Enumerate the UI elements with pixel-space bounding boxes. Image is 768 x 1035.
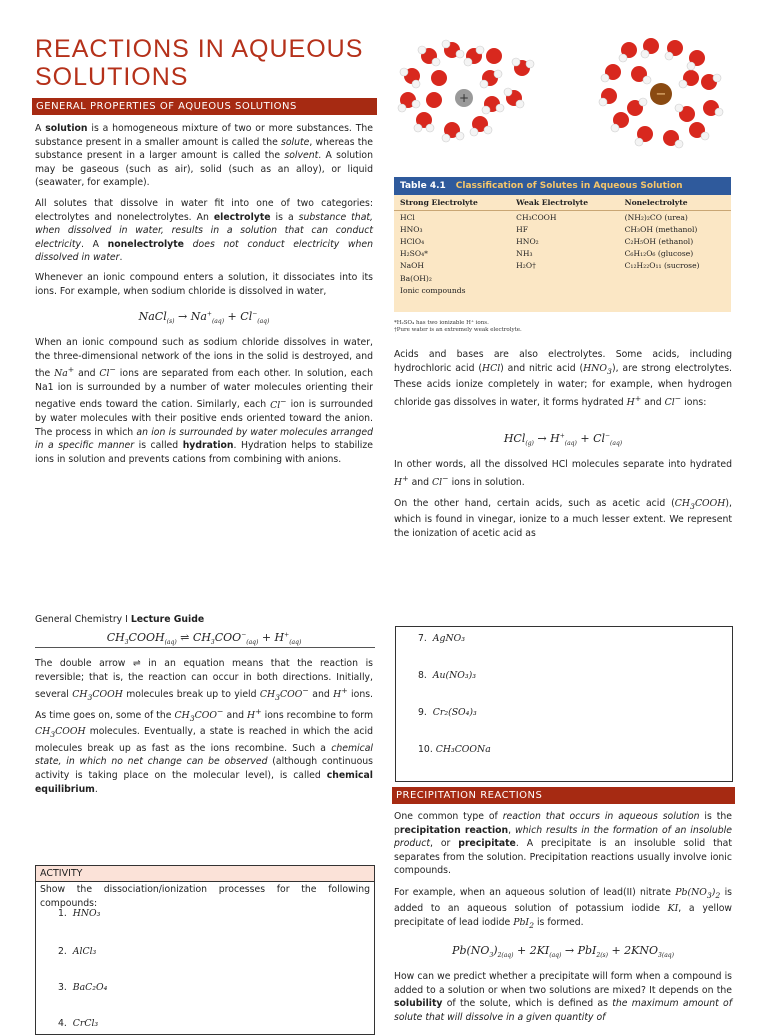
- paragraph-acids-bases: Acids and bases are also electrolytes. Some acids, including hydrochloric acid (HCl) and nitric acid $(HNO_3)$, are strong electrolytes. These acids ionize completely in water; for example, when hydrogen chloride gas dissolves in water, it forms hydrated H+ and Cl− ions:: [394, 349, 732, 408]
- table-row: [394, 260, 731, 272]
- divider: [35, 647, 375, 648]
- table-cell: Ionic compounds: [400, 285, 466, 295]
- section-header-general: GENERAL PROPERTIES OF AQUEOUS SOLUTIONS: [32, 98, 377, 115]
- activity-item: 2. AlCl₃: [58, 946, 97, 957]
- table-cell: HCl: [400, 212, 415, 222]
- table-cell: C₁₂H₂₂O₁₁ (sucrose): [624, 261, 700, 271]
- equation-nacl: NaCl$_{(s)}$ → $Na^+_{(aq)} + Cl^-_{(aq)}$: [138, 310, 270, 326]
- hydrated-anion-cluster: [599, 38, 723, 148]
- paragraph-ionic: Whenever an ionic compound enters a solution, it dissociates into its ions. For example, when sodium chloride is dissolved in water,: [35, 272, 373, 297]
- footer-course: General Chemistry I: [35, 614, 128, 625]
- table-cell: HClO₄: [400, 236, 425, 246]
- table-cell: HNO₂: [516, 236, 539, 246]
- table-cell: NH₃: [516, 249, 533, 259]
- table-cell: [619, 272, 731, 284]
- table-footnote: *H₂SO₄ has two ionizable H⁺ ions.: [394, 320, 489, 326]
- activity-item: 8. Au(NO₃)₃: [418, 670, 476, 681]
- table-cell: H₂SO₄*: [400, 249, 428, 259]
- table-cell: [510, 272, 618, 284]
- table-label: Table 4.1: [400, 181, 446, 191]
- table-cell: Ba(OH)₂: [400, 273, 432, 283]
- table-footnote: †Pure water is an extremely weak electrolyte.: [394, 327, 522, 333]
- paragraph-solution: A solution is a homogeneous mixture of two or more substances. The substance present in a smaller amount is called the solute, whereas the substance present in a larger amount is called the solvent. A solution may be gaseous (such as air), solid (such as an alloy), or liquid (seawater, for example).: [35, 123, 373, 189]
- table-cell: CH₃COOH: [516, 212, 557, 222]
- table-caption: [394, 177, 731, 195]
- hydrated-ions-illustration: [394, 38, 734, 150]
- table-cell: H₂O†: [516, 261, 536, 271]
- activity-instructions: Show the dissociation/ionization processes for the following compounds:: [40, 884, 370, 909]
- table-row: [394, 248, 731, 260]
- equation-hcl: $HCl_{(g)} \to H^+_{(aq)} + Cl^-_{(aq)}$: [503, 432, 623, 448]
- table-header: Nonelectrolyte: [619, 195, 731, 211]
- activity-item: 1. HNO₃: [58, 908, 101, 919]
- hydrated-cation-cluster: [398, 40, 534, 142]
- activity-box: [35, 865, 375, 1035]
- equation-precipitation: $Pb(NO_3)_{2(aq)} + 2KI_{(aq)} \to PbI_{2(s)} + 2KNO_{3(aq)}$: [452, 944, 674, 960]
- activity-item: 4. CrCl₃: [58, 1018, 99, 1029]
- paragraph-solubility: How can we predict whether a precipitate will form when a compound is added to a solution or when two solutions are mixed? It depends on the solubility of the solute, which is defined as the maximum amount of solute that will dissolve in a given quantity of: [394, 971, 732, 1023]
- activity-continuation-box: [395, 626, 733, 782]
- table-cell: HNO₃: [400, 224, 423, 234]
- table-solute-classification: [394, 177, 731, 312]
- paragraph-precipitation: One common type of reaction that occurs in aqueous solution is the precipitation reaction, which results in the formation of an insoluble product, or precipitate. A precipitate is an insoluble solid that separates from the solution. Precipitation reactions usually involve ionic compounds.: [394, 811, 732, 877]
- activity-item: 10. CH₃COONa: [418, 744, 491, 755]
- table-row: [394, 284, 731, 296]
- table-row: [394, 211, 731, 224]
- svg-text:+: +: [458, 91, 470, 105]
- table-row: [394, 223, 731, 235]
- equation-acetic-equilibrium: $CH_3COOH_{(aq)}$ ⇌ $CH_3COO^-_{(aq)} + H^+_{(aq)}$: [106, 631, 302, 647]
- svg-text:−: −: [655, 87, 667, 102]
- page-footer: [35, 614, 204, 625]
- table-caption-text: Classification of Solutes in Aqueous Solution: [455, 181, 683, 191]
- table-header: Weak Electrolyte: [510, 195, 618, 211]
- footer-guide: Lecture Guide: [130, 614, 205, 625]
- page-title: REACTIONS IN AQUEOUS SOLUTIONS: [35, 35, 364, 91]
- paragraph-equilibrium: The double arrow ⇌ in an equation means that the reaction is reversible; that is, the reaction can occur in both directions. Initially, several $CH_3COOH$ molecules break up to yield $CH_3COO^-$ and H+ ions. As time goes on, some of the $CH_3COO^-$ and H+ ions recombine to form $CH_3COOH$ molecules. Eventually, a state is reached in which the acid molecules break up as fast as the ions recombine. Such a chemical state, in which no net change can be observed (although continuous activity is taking place on the molecular level), is called chemical equilibrium.: [35, 658, 374, 795]
- table-cell: [510, 284, 618, 296]
- activity-item: 7. AgNO₃: [418, 633, 465, 644]
- activity-item: 3. BaC₂O₄: [58, 982, 108, 993]
- section-header-precipitation: PRECIPITATION REACTIONS: [392, 787, 735, 804]
- table-footnotes: [394, 320, 734, 334]
- table-header: Strong Electrolyte: [394, 195, 510, 211]
- paragraph-hcl-separate: In other words, all the dissolved HCl molecules separate into hydrated H+ and Cl− ions in solution.: [394, 459, 732, 488]
- table-cell: C₆H₁₂O₆ (glucose): [624, 249, 694, 259]
- table-cell: (NH₂)₂CO (urea): [624, 212, 688, 222]
- paragraph-electrolytes: All solutes that dissolve in water fit into one of two categories: electrolytes and nonelectrolytes. An electrolyte is a substance that, when dissolved in water, results in a solution that can conduct electricity. A nonelectrolyte does not conduct electricity when dissolved in water.: [35, 198, 373, 264]
- table-cell: CH₃OH (methanol): [624, 224, 698, 234]
- paragraph-hydration: When an ionic compound such as sodium chloride dissolves in water, the three-dimensional network of the ions in the solid is destroyed, and the Na+ and Cl− ions are separated from each other. In solution, each Na1 ion is surrounded by a number of water molecules orienting their negative ends toward the cation. Similarly, each Cl− ion is surrounded by water molecules with their positive ends oriented toward the anion. The process in which an ion is surrounded by water molecules arranged in a specific manner is called hydration. Hydration helps to stabilize ions in solution and prevents cations from combining with anions.: [35, 337, 374, 465]
- paragraph-lead-iodide: For example, when an aqueous solution of lead(II) nitrate $Pb(NO_3)_2$ is added to an aqueous solution of potassium iodide KI, a yellow precipitate of lead iodide PbI$_2$ is formed.: [394, 887, 732, 930]
- table-row: [394, 235, 731, 247]
- table-cell: HF: [516, 224, 529, 234]
- table-row: [394, 272, 731, 284]
- activity-item: 9. Cr₂(SO₄)₃: [418, 707, 477, 718]
- paragraph-acetic-acid: On the other hand, certain acids, such as acetic acid $(CH_3COOH)$, which is found in vinegar, ionize to a much lesser extent. We represent the ionization of acetic acid as: [394, 498, 732, 540]
- table-cell: NaOH: [400, 261, 425, 271]
- table-cell: C₂H₅OH (ethanol): [624, 236, 694, 246]
- activity-header: ACTIVITY: [36, 866, 374, 882]
- table-cell: [619, 284, 731, 296]
